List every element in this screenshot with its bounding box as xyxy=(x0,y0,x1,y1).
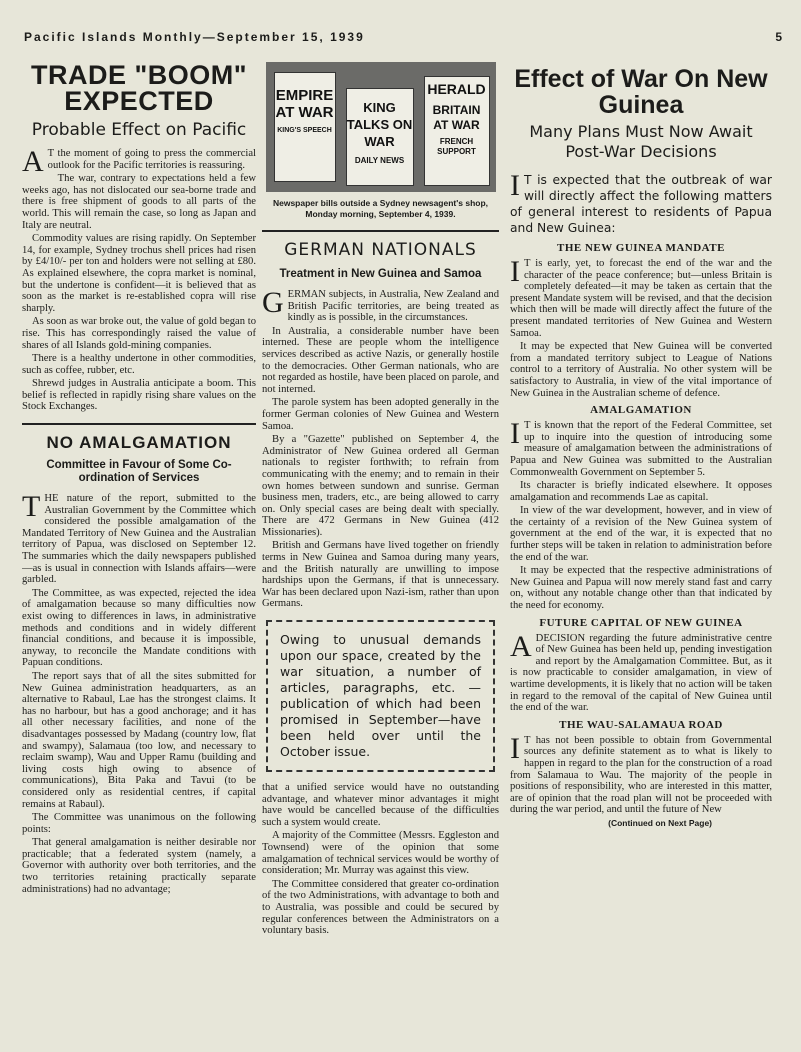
bill-text: KING TALKS ON WAR xyxy=(346,100,413,149)
notice-box: Owing to unusual demands upon our space, created by the war situation, a number of articles, paragraphs, etc. — publication of which had been promised in September—have been held over until the October issue. xyxy=(266,620,495,772)
newsagent-photo xyxy=(266,62,496,192)
paragraph: Commodity values are rising rapidly. On September 14, for example, Sydney trochus shell prices had risen by £4/10/- per ton and holders were not selling at £80. As explained elsewhere, the copra market is nominal, but the undertone is confident—it is believed that as soon as the market is re-established copra will rise sharply. xyxy=(22,233,256,314)
article-title-trade-boom: TRADE "BOOM" EXPECTED xyxy=(30,60,248,116)
paragraph-text: T the moment of going to press the commercial outlook for the Pacific territories is reassuring. xyxy=(47,148,256,171)
paragraph-text: T is early, yet, to forecast the end of the war and the character of the peace conference; but—unless Britain is completely defeated—it may be taken as certain that the present Mandate system will be revised, and that the decision which then will be made will directly affect the future of the present mandated territories of New Guinea and Western Samoa. xyxy=(510,258,772,339)
paragraph: The Committee considered that greater co-ordination of the two Administrations, with advantage to both and to Australia, was possible and could be secured by regular conferences between the Administrators on a voluntary basis. xyxy=(262,878,499,937)
drop-cap: A xyxy=(510,629,532,663)
paragraph: The war, contrary to expectations held a few weeks ago, has not dislocated our sea-borne trade and there is free shipment of goods to all parts of the world. This will remain the case, so long as Japan and Italy are neutral. xyxy=(22,173,256,231)
page-number: 5 xyxy=(775,30,784,44)
drop-cap: I xyxy=(510,731,520,765)
paragraph: Shrewd judges in Australia anticipate a boom. This belief is reflected in rapidly rising share values on the Stock Exchanges. xyxy=(22,378,256,413)
divider xyxy=(22,423,256,425)
paragraph: Its character is briefly indicated elsewhere. It opposes amalgamation and recommends Lae as capital. xyxy=(510,480,772,503)
paragraph xyxy=(22,490,256,586)
article-subtitle-effect-of-war: Many Plans Must Now Await Post-War Decisions xyxy=(529,122,753,161)
article-subtitle-trade-boom: Probable Effect on Pacific xyxy=(31,120,247,140)
paragraph: In view of the war development, however, and in view of the certainty of a revision of the New Guinea system of government at the end of the war, it is expected that no further steps will be taken in relation to administration before the end of the war. xyxy=(510,505,772,563)
column-middle xyxy=(262,58,499,1032)
article-subtitle-german-nationals: Treatment in New Guinea and Samoa xyxy=(279,268,482,280)
paragraph xyxy=(510,629,772,714)
column-right xyxy=(510,58,772,1032)
paragraph: It may be expected that New Guinea will be converted from a mandated territory subject to League of Nations control to a territory of Australia. No other system will be satisfactory to Australia, in view of the vital importance of New Guinea in the Australian scheme of defence. xyxy=(510,341,772,399)
paragraph xyxy=(22,145,256,178)
bill-text: BRITAIN AT WAR xyxy=(432,103,481,132)
paragraph-text: HE nature of the report, submitted to the Australian Government by the Committee which considered the possible amalgamation of the Mandated Territory of New Guinea and the Australian territory of Papua, was disclosed on September 12. The summaries which the daily newspapers published—as is usual in connection with Islands affairs—were garbled. xyxy=(22,493,256,586)
paragraph xyxy=(262,286,499,324)
section-heading: THE WAU-SALAMAUA ROAD xyxy=(559,718,723,731)
paragraph: It may be expected that the respective administrations of New Guinea and Papua will now merely stand fast and carry on, without any notable change other than that indicated by the need for economy. xyxy=(510,565,772,612)
bill-text: EMPIRE AT WAR xyxy=(275,87,334,121)
bill-text: KING'S SPEECH xyxy=(277,127,332,134)
paragraph: A majority of the Committee (Messrs. Eggleston and Townsend) were of the opinion that some amalgamation of technical services would be worthy of consideration; Mr. Murray was against this view. xyxy=(262,830,499,877)
newspaper-bill xyxy=(424,76,490,186)
article-title-no-amalgamation: NO AMALGAMATION xyxy=(46,433,232,453)
column-left xyxy=(22,58,256,1032)
paragraph: The parole system has been adopted generally in the former German colonies of New Guinea and Western Samoa. xyxy=(262,397,499,432)
paragraph: The Committee was unanimous on the following points: xyxy=(22,812,256,835)
paragraph xyxy=(510,255,772,339)
section-heading: AMALGAMATION xyxy=(590,404,692,417)
drop-cap: I xyxy=(510,417,520,451)
paragraph-text: DECISION regarding the future administrative centre of New Guinea has been held up, pending investigation and report by the Amalgamation Committee. But, as it is now practicable to consider amalgamation, in view of wartime developments, it is likely that no action will be taken in regard to the removal of the capital of New Guinea until the end of the war. xyxy=(510,632,772,714)
drop-cap: I xyxy=(510,255,520,288)
drop-cap: I xyxy=(510,169,520,202)
article-title-effect-of-war: Effect of War On New Guinea xyxy=(514,65,768,119)
bill-text: DAILY NEWS xyxy=(354,156,405,165)
paragraph: As soon as war broke out, the value of gold began to rise. This has correspondingly raised the value of shares of all Islands gold-mining companies. xyxy=(22,316,256,351)
paragraph: In Australia, a considerable number have been interned. These are people whom the intelligence services described as active Nazis, or generally hostile to the democracies. Other German nationals, who are not regarded as hostile, have been placed on parole, and not interned. xyxy=(262,325,499,395)
paragraph xyxy=(510,731,772,816)
paragraph: There is a healthy undertone in other commodities, such as coffee, rubber, etc. xyxy=(22,353,256,376)
photo-caption: Newspaper bills outside a Sydney newsagent's shop, Monday morning, September 4, 1939. xyxy=(272,198,489,219)
bill-text: FRENCH SUPPORT xyxy=(437,137,476,156)
paragraph xyxy=(510,417,772,478)
paragraph-text: ERMAN subjects, in Australia, New Zealand and British Pacific territories, are being treated as kindly as is possible, in the circumstances. xyxy=(287,289,499,324)
drop-cap: A xyxy=(22,145,44,178)
running-title: Pacific Islands Monthly—September 15, 1939 xyxy=(24,30,365,44)
drop-cap: T xyxy=(22,490,41,524)
section-heading: THE NEW GUINEA MANDATE xyxy=(557,242,725,254)
paragraph-text: T has not been possible to obtain from Governmental sources any definite statement as to what is likely to happen in regard to the plan for the construction of a road from Salamaua to Wau. The majority of the people in positions of responsibility, who are interested in this matter, are of opinion that the road plan will not be proceeded with during the war period, and until the future of New xyxy=(510,734,772,816)
paragraph: British and Germans have lived together on friendly terms in New Guinea and Samoa during many years, and the British naturally are unwilling to impose hardships upon the Germans, if that is unnecessary. War has been declared upon Nazi-ism, rather than upon Germans. xyxy=(262,540,499,610)
paragraph-text: T is known that the report of the Federal Committee, set up to inquire into the question of introducing some measure of amalgamation between the administrations of Papua and New Guinea was submitted to the Australian Commonwealth Government on September 5. xyxy=(510,420,772,478)
drop-cap: G xyxy=(262,286,284,319)
paragraph: that a unified service would have no outstanding advantage, and whatever minor advantages it might have would be cancelled because of the difficulties such a system would create. xyxy=(262,782,499,828)
paragraph: The Committee, as was expected, rejected the idea of amalgamation because so many difficulties now exist owing to differences in laws, in administrative methods and conditions and in widely different financial conditions, and because it is impossible, anyway, to reconcile the Mandate conditions with Papuan conditions. xyxy=(22,587,256,669)
divider xyxy=(262,230,499,232)
article-title-german-nationals: GERMAN NATIONALS xyxy=(284,240,477,260)
section-heading: FUTURE CAPITAL OF NEW GUINEA xyxy=(539,616,743,629)
running-header xyxy=(24,30,784,50)
continued-note: (Continued on Next Page) xyxy=(608,817,712,828)
paragraph: By a "Gazette" published on September 4, the Administrator of New Guinea ordered all German nationals to register forthwith; to refrain from communicating with the enemy; and to remain in their own homes between sundown and sunrise. German business men, traders, etc., are being allowed to carry on. Only special cases are being dealt with specially. There are 472 Germans in New Guinea (412 Missionaries). xyxy=(262,434,499,538)
article-subtitle-no-amalgamation: Committee in Favour of Some Co-ordination of Services xyxy=(46,459,232,485)
paragraph: That general amalgamation is neither desirable nor practicable; that a federated system (namely, a Governor with authority over both territories, and the two territories retaining practically separate administrations) had no advantage; xyxy=(22,837,256,895)
newspaper-bill xyxy=(346,88,414,186)
newspaper-bill xyxy=(274,72,336,182)
paragraph xyxy=(510,169,772,236)
paragraph: The report says that of all the sites submitted for New Guinea administration headquarters, as an alternative to Rabaul, Lae has the strongest claims. It has no harbour, but has a good anchorage; and it has all other necessary facilities, and none of the disadvantages possessed by Madang (country low, flat and swampy), Salamaua (too low, and necessary to reclaim swamp), Wau and Upper Ramu (building and living costs high owing to absence of communications), Bita Paka and Tavui (to be considered only as residential centres, if capital remains at Rabaul). xyxy=(22,670,256,810)
paragraph-text: T is expected that the outbreak of war will directly affect the following matters of general interest to residents of Papua and New Guinea: xyxy=(510,173,772,235)
bill-text: HERALD xyxy=(427,81,486,97)
